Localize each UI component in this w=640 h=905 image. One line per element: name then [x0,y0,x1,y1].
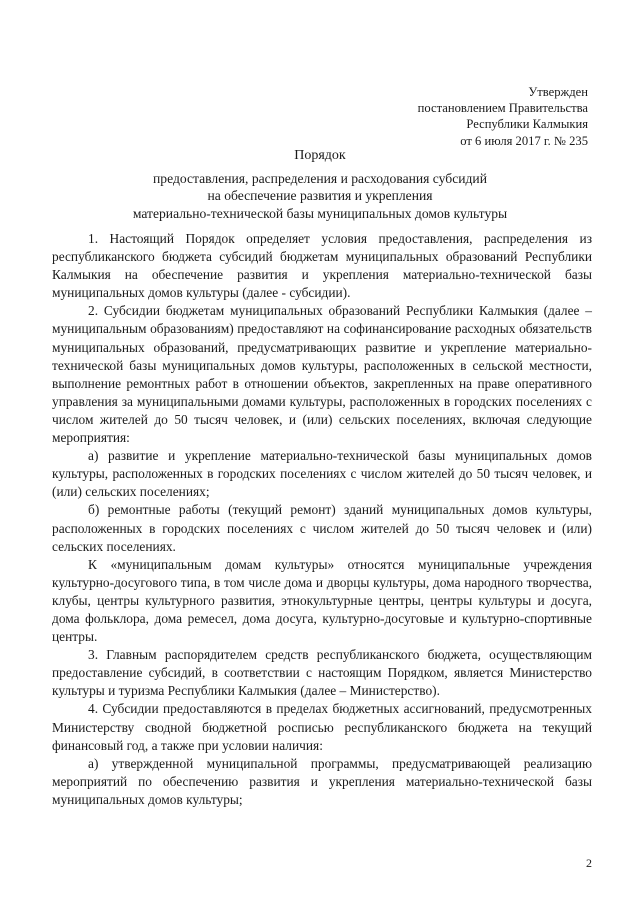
approval-line: Утвержден [528,85,588,99]
paragraph: а) утвержденной муниципальной программы, предусматривающей реализацию мероприятий по обеспечению развития и укрепления материально-технической базы муниципальных домов культуры; [52,755,592,807]
page-number: 2 [586,856,592,870]
document-body [52,230,592,809]
title-heading: Порядок [294,148,346,163]
paragraph: 1. Настоящий Порядок определяет условия предоставления, распределения из республиканского бюджета субсидий бюджетам муниципальных образований Республики Калмыкия на обеспечение развития и укрепления материально-технической базы муниципальных домов культуры (далее - субсидии). [52,231,592,301]
document-title [0,147,640,222]
title-line: предоставления, распределения и расходования субсидий [153,170,487,186]
paragraph: 3. Главным распорядителем средств республиканского бюджета, осуществляющим предоставление субсидий, в соответствии с настоящим Порядком, является Министерство культуры и туризма Республики Калмыкия (далее – Министерство). [52,647,592,699]
approval-line: постановлением Правительства [417,101,588,116]
paragraph: 4. Субсидии предоставляются в пределах бюджетных ассигнований, предусмотренных Министерству сводной бюджетной росписью республиканского бюджета на текущий финансовый год, а также при условии наличия: [52,701,592,753]
paragraph: 2. Субсидии бюджетам муниципальных образований Республики Калмыкия (далее – муниципальным образованиям) предоставляют на софинансирование расходных обязательств муниципальных образований, предусматривающих развитие и укрепление материально-технической базы муниципальных домов культуры, расположенных в сельской местности, выполнение ремонтных работ в отношении объектов, закрепленных на праве оперативного управления за муниципальными домами культуры, расположенных в городских поселениях с числом жителей до 50 тысяч человек, и (или) сельских поселениях, включая следующие мероприятия: [52,303,592,446]
paragraph: К «муниципальным домам культуры» относятся муниципальные учреждения культурно-досугового типа, в том числе дома и дворцы культуры, дома народного творчества, клубы, центры культурного развития, этнокультурные центры, центры культуры и досуга, дома фольклора, дома ремесел, дома досуга, культурно-досуговые и культурно-спортивные центры. [52,556,592,645]
approval-line: Республики Калмыкия [466,117,588,132]
title-line: на обеспечение развития и укрепления [207,188,433,204]
title-line: материально-технической базы муниципальных домов культуры [132,205,508,221]
approval-date: от 6 июля 2017 г. № 235 [460,133,588,148]
approval-stamp [418,84,588,149]
paragraph: а) развитие и укрепление материально-технической базы муниципальных домов культуры, расположенных в городских поселениях с числом жителей до 50 тысяч человек, и (или) сельских поселениях; [52,448,592,500]
paragraph: б) ремонтные работы (текущий ремонт) зданий муниципальных домов культуры, расположенных в городских поселениях с числом жителей до 50 тысяч человек и (или) сельских поселениях. [52,502,592,554]
